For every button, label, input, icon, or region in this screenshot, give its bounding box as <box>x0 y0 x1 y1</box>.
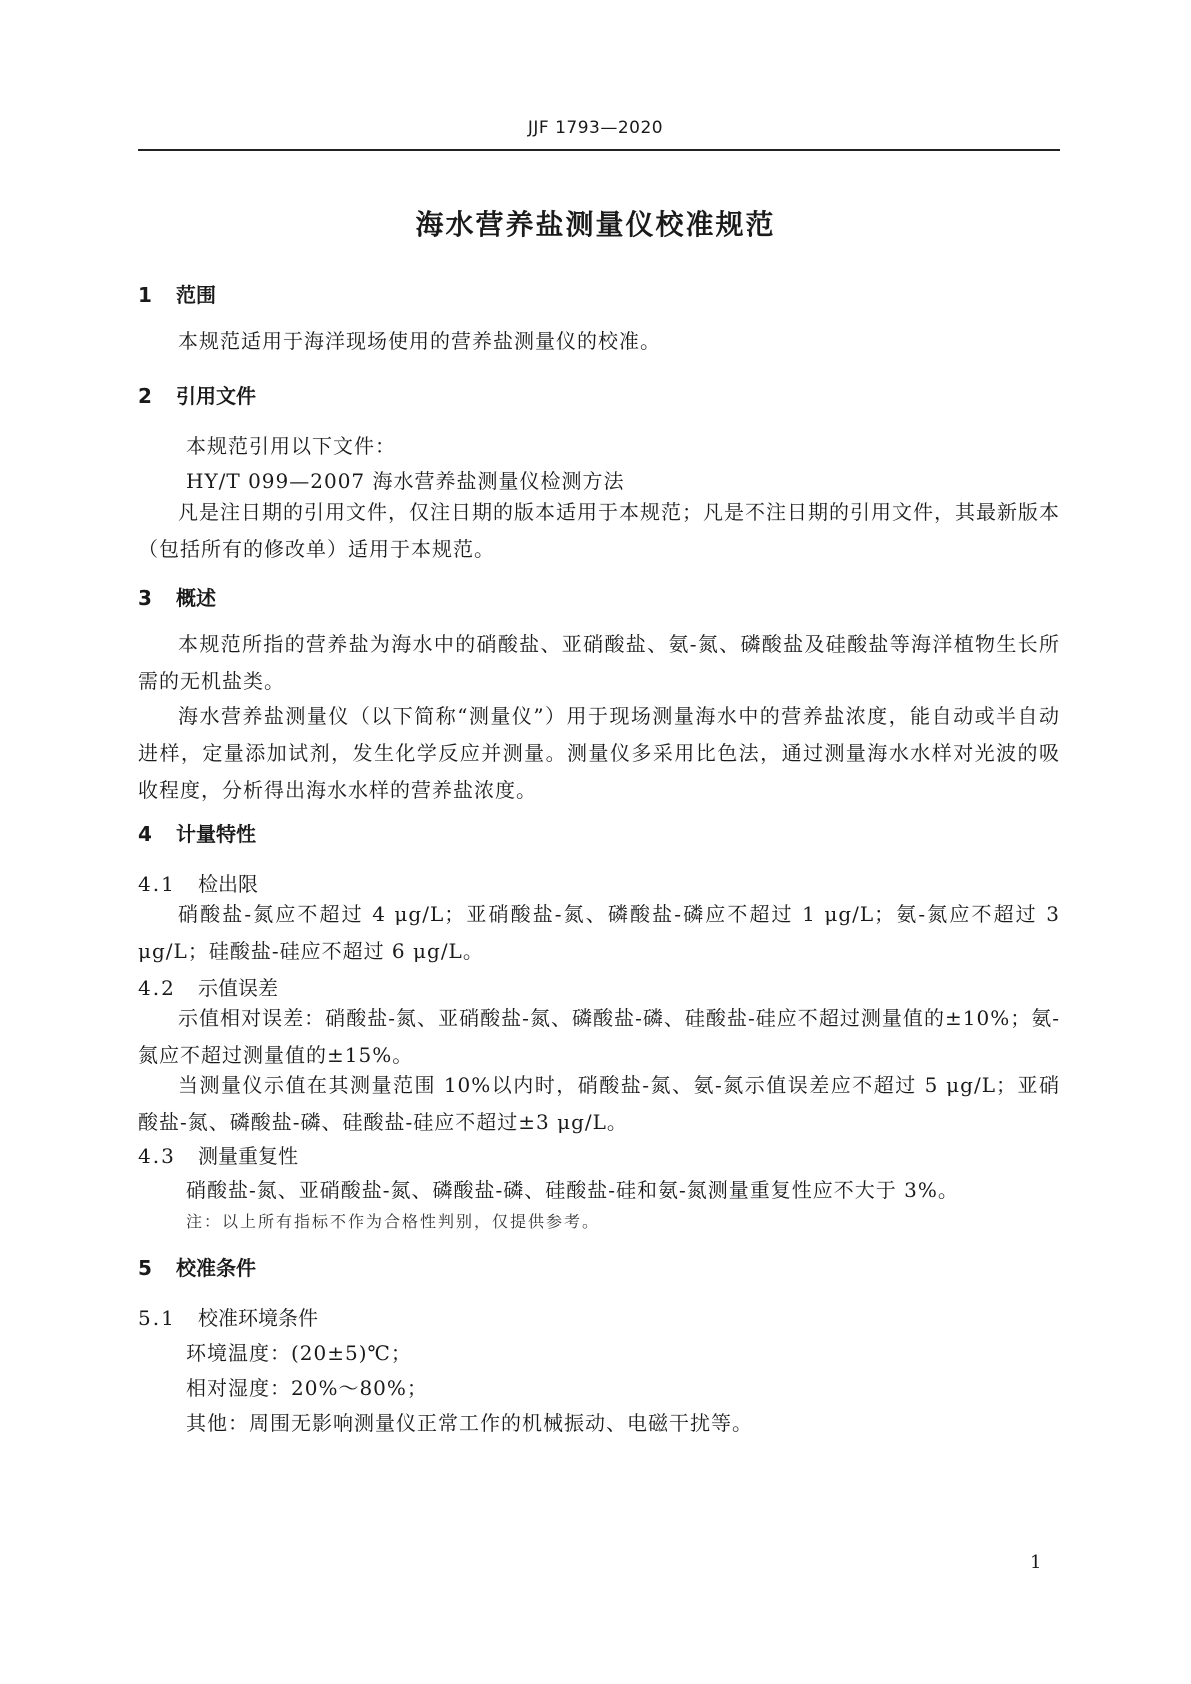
section-number: 5 <box>138 1256 152 1280</box>
section-title: 概述 <box>176 586 216 610</box>
subsection-4-3-heading <box>138 1140 298 1169</box>
section-title: 引用文件 <box>176 384 256 408</box>
subsection-4-1-heading <box>138 868 258 897</box>
subsection-title: 示值误差 <box>198 976 278 1000</box>
section-1-heading <box>138 279 216 308</box>
section-2-heading <box>138 380 256 409</box>
subsection-4-2-heading <box>138 972 278 1001</box>
section-3-paragraph-1: 本规范所指的营养盐为海水中的硝酸盐、亚硝酸盐、氨-氮、磷酸盐及硅酸盐等海洋植物生长所需的无机盐类。 <box>138 632 1060 693</box>
section-title: 范围 <box>176 283 216 307</box>
subsection-number: 5.1 <box>138 1306 176 1330</box>
section-1-paragraph: 本规范适用于海洋现场使用的营养盐测量仪的校准。 <box>178 329 661 353</box>
subsection-title: 检出限 <box>198 872 258 896</box>
subsection-5-1-heading <box>138 1302 318 1331</box>
section-2-line-1: 本规范引用以下文件： <box>186 434 396 458</box>
page-number: 1 <box>1030 1552 1042 1573</box>
document-title: 海水营养盐测量仪校准规范 <box>415 208 776 241</box>
section-2-reference: HY/T 099—2007 海水营养盐测量仪检测方法 <box>186 469 625 493</box>
note-text: 注：以上所有指标不作为合格性判别，仅提供参考。 <box>186 1212 601 1231</box>
subsection-4-3-text: 硝酸盐-氮、亚硝酸盐-氮、磷酸盐-磷、硅酸盐-硅和氨-氮测量重复性应不大于 3%。 <box>186 1178 959 1202</box>
subsection-number: 4.1 <box>138 872 176 896</box>
subsection-4-2-paragraph-2: 当测量仪示值在其测量范围 10%以内时，硝酸盐-氮、氨-氮示值误差应不超过 5 μg/L；亚硝酸盐-氮、磷酸盐-磷、硅酸盐-硅应不超过±3 μg/L。 <box>138 1073 1060 1134</box>
environment-temperature: 环境温度：(20±5)℃； <box>186 1341 412 1365</box>
subsection-4-2-paragraph-1: 示值相对误差：硝酸盐-氮、亚硝酸盐-氮、磷酸盐-磷、硅酸盐-硅应不超过测量值的±10%；氨-氮应不超过测量值的±15%。 <box>138 1006 1060 1067</box>
header-rule <box>138 149 1060 151</box>
section-2-paragraph: 凡是注日期的引用文件，仅注日期的版本适用于本规范；凡是不注日期的引用文件，其最新版本（包括所有的修改单）适用于本规范。 <box>138 500 1060 561</box>
other-conditions: 其他：周围无影响测量仪正常工作的机械振动、电磁干扰等。 <box>186 1411 753 1435</box>
relative-humidity: 相对湿度：20%～80%； <box>186 1376 428 1400</box>
subsection-title: 校准环境条件 <box>198 1306 318 1330</box>
header-standard-code: JJF 1793—2020 <box>527 118 664 138</box>
section-5-heading <box>138 1252 256 1281</box>
section-3-paragraph-2: 海水营养盐测量仪（以下简称“测量仪”）用于现场测量海水中的营养盐浓度，能自动或半自动进样，定量添加试剂，发生化学反应并测量。测量仪多采用比色法，通过测量海水水样对光波的吸收程度，分析得出海水水样的营养盐浓度。 <box>138 704 1060 802</box>
subsection-title: 测量重复性 <box>198 1144 298 1168</box>
subsection-number: 4.3 <box>138 1144 176 1168</box>
subsection-number: 4.2 <box>138 976 176 1000</box>
section-3-heading <box>138 582 216 611</box>
section-number: 3 <box>138 586 152 610</box>
section-title: 校准条件 <box>176 1256 256 1280</box>
subsection-4-1-paragraph: 硝酸盐-氮应不超过 4 μg/L；亚硝酸盐-氮、磷酸盐-磷应不超过 1 μg/L；氨-氮应不超过 3 μg/L；硅酸盐-硅应不超过 6 μg/L。 <box>138 902 1060 963</box>
section-number: 4 <box>138 822 152 846</box>
section-4-heading <box>138 818 256 847</box>
section-number: 1 <box>138 283 152 307</box>
section-number: 2 <box>138 384 152 408</box>
section-title: 计量特性 <box>176 822 256 846</box>
